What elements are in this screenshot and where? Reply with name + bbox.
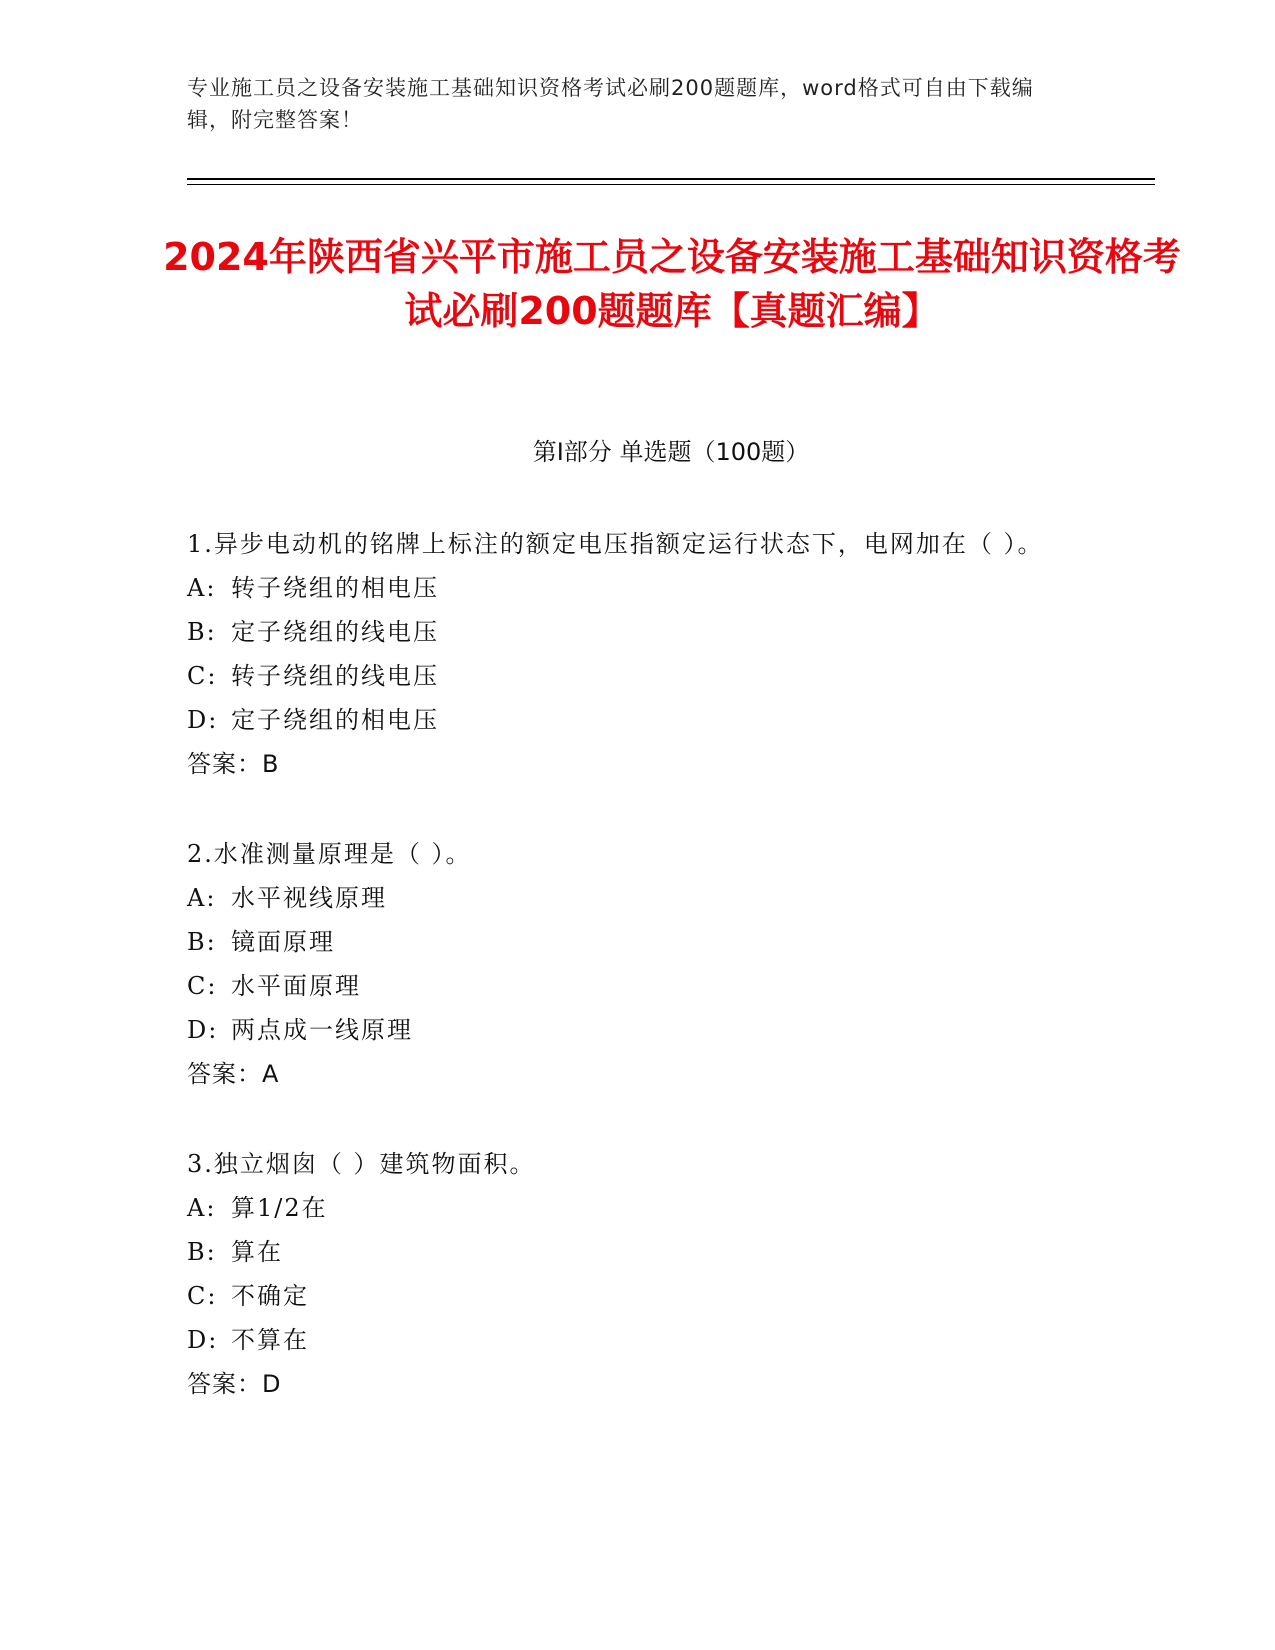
question-stem: 2.水准测量原理是（ ）。 [187, 840, 472, 868]
option-text: 不算在 [231, 1326, 309, 1354]
option-d [187, 1318, 1147, 1362]
option-text: 水平面原理 [231, 972, 361, 1000]
option-letter: A: [187, 574, 217, 602]
option-d [187, 698, 1147, 742]
answer-line: 答案：B [187, 750, 280, 778]
question-item [187, 522, 1147, 786]
option-letter: C: [187, 972, 218, 1000]
divider-thin-line [187, 184, 1155, 185]
header-note: 专业施工员之设备安装施工基础知识资格考试必刷200题题库，word格式可自由下载编辑，附完整答案！ [187, 76, 1034, 132]
option-text: 定子绕组的线电压 [231, 618, 439, 646]
question-item [187, 832, 1147, 1096]
question-stem: 3.独立烟囱（ ）建筑物面积。 [187, 1150, 536, 1178]
option-letter: C: [187, 1282, 218, 1310]
option-a [187, 566, 1147, 610]
option-letter: B: [187, 1238, 217, 1266]
question-list [187, 522, 1147, 1452]
option-letter: D: [187, 706, 219, 734]
option-b [187, 1230, 1147, 1274]
option-letter: A: [187, 884, 217, 912]
document-page [163, 72, 1181, 1398]
divider-thick-line [187, 178, 1155, 180]
option-b [187, 610, 1147, 654]
option-text: 镜面原理 [231, 928, 335, 956]
option-letter: C: [187, 662, 218, 690]
document-title: 2024年陕西省兴平市施工员之设备安装施工基础知识资格考试必刷200题题库【真题汇编】 [163, 235, 1181, 333]
option-a [187, 1186, 1147, 1230]
option-letter: A: [187, 1194, 217, 1222]
option-text: 两点成一线原理 [231, 1016, 413, 1044]
question-stem: 1.异步电动机的铭牌上标注的额定电压指额定运行状态下，电网加在（ ）。 [187, 530, 1044, 558]
option-letter: B: [187, 618, 217, 646]
answer-line: 答案：A [187, 1060, 280, 1088]
option-c [187, 654, 1147, 698]
option-letter: B: [187, 928, 217, 956]
section-title: 第I部分 单选题（100题） [532, 438, 810, 466]
answer-line: 答案：D [187, 1370, 282, 1398]
option-c [187, 964, 1147, 1008]
option-d [187, 1008, 1147, 1052]
option-text: 算1/2在 [231, 1194, 328, 1222]
option-c [187, 1274, 1147, 1318]
header-divider [187, 178, 1155, 185]
option-text: 算在 [231, 1238, 283, 1266]
option-text: 不确定 [231, 1282, 309, 1310]
question-item [187, 1142, 1147, 1406]
option-text: 转子绕组的相电压 [231, 574, 439, 602]
option-text: 水平视线原理 [231, 884, 387, 912]
option-a [187, 876, 1147, 920]
option-letter: D: [187, 1016, 219, 1044]
option-text: 转子绕组的线电压 [231, 662, 439, 690]
option-text: 定子绕组的相电压 [231, 706, 439, 734]
option-letter: D: [187, 1326, 219, 1354]
option-b [187, 920, 1147, 964]
